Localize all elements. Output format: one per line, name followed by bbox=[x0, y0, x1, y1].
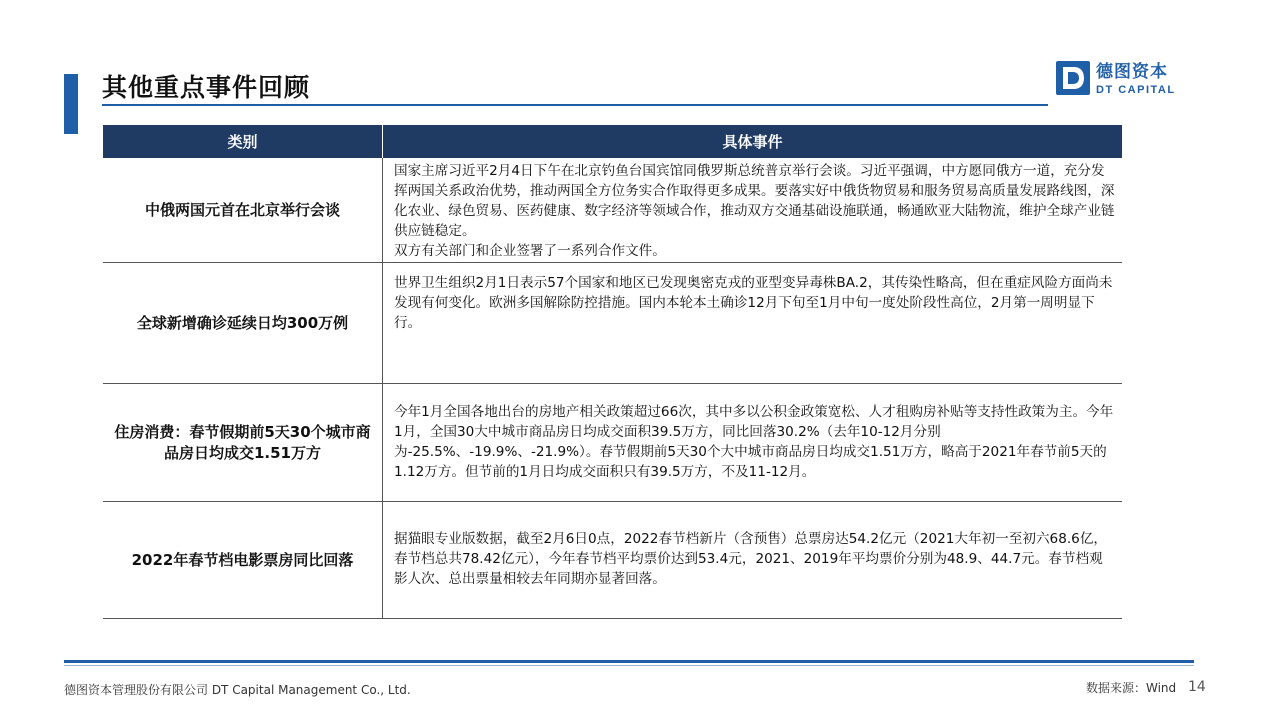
table-row bbox=[103, 158, 1122, 263]
footer-divider-thin bbox=[64, 665, 1194, 666]
table-header-row bbox=[103, 125, 1122, 158]
footer-data-source: 数据来源：Wind bbox=[1086, 681, 1177, 695]
title-accent-bar bbox=[64, 74, 78, 134]
detail-text: 今年1月全国各地出台的房地产相关政策超过66次，其中多以公积金政策宽松、人才租购房补贴等支持性政策为主。今年1月，全国30大中城市商品房日均成交面积39.5万方，同比回落30.2%（去年10-12月分别为-25.5%、-19.9%、-21.9%）。春节假期前5天30个大中城市商品房日均成交1.51万方，略高于2021年春节前5天的1.12万方。但节前的1月日均成交面积只有39.5万方，不及11-12月。 bbox=[394, 404, 1114, 480]
table-row bbox=[103, 263, 1122, 384]
category-cell: 中俄两国元首在北京举行会谈 bbox=[103, 158, 383, 263]
dt-logo-icon bbox=[1056, 61, 1090, 95]
detail-cell bbox=[383, 158, 1123, 263]
detail-cell bbox=[383, 263, 1123, 384]
category-cell: 住房消费：春节假期前5天30个城市商品房日均成交1.51万方 bbox=[103, 384, 383, 502]
company-logo bbox=[1056, 61, 1186, 97]
detail-text: 国家主席习近平2月4日下午在北京钓鱼台国宾馆同俄罗斯总统普京举行会谈。习近平强调，中方愿同俄方一道，充分发挥两国关系政治优势，推动两国全方位务实合作取得更多成果。要落实好中俄货物贸易和服务贸易高质量发展路线图，深化农业、绿色贸易、医药健康、数字经济等领域合作，推动双方交通基础设施联通，畅通欧亚大陆物流，维护全球产业链供应链稳定。 bbox=[394, 163, 1115, 239]
category-cell: 全球新增确诊延续日均300万例 bbox=[103, 263, 383, 384]
category-cell: 2022年春节档电影票房同比回落 bbox=[103, 502, 383, 619]
footer-company-name: 德图资本管理股份有限公司 DT Capital Management Co., Ltd. bbox=[64, 683, 411, 697]
page-title: 其他重点事件回顾 bbox=[102, 73, 311, 102]
logo-english-name: DT CAPITAL bbox=[1096, 84, 1176, 96]
detail-text: 据猫眼专业版数据，截至2月6日0点，2022春节档新片（含预售）总票房达54.2亿元（2021大年初一至初六68.6亿，春节档总共78.42亿元），今年春节档平均票价达到53.4元，2021、2019年平均票价分别为48.9、44.7元。春节档观影人次、总出票量相较去年同期亦显著回落。 bbox=[394, 531, 1108, 587]
header-category: 类别 bbox=[103, 125, 383, 158]
events-table bbox=[103, 125, 1122, 619]
detail-cell bbox=[383, 384, 1123, 502]
logo-chinese-name: 德图资本 bbox=[1096, 62, 1168, 82]
page-number: 14 bbox=[1188, 679, 1206, 695]
footer-divider bbox=[64, 660, 1194, 663]
title-underline bbox=[102, 104, 1048, 106]
table-row bbox=[103, 384, 1122, 502]
detail-text: 世界卫生组织2月1日表示57个国家和地区已发现奥密克戎的亚型变异毒株BA.2，其传染性略高，但在重症风险方面尚未发现有何变化。欧洲多国解除防控措施。国内本轮本土确诊12月下旬至1月中旬一度处阶段性高位，2月第一周明显下行。 bbox=[394, 275, 1113, 331]
detail-text-extra: 双方有关部门和企业签署了一系列合作文件。 bbox=[394, 243, 666, 259]
table-row bbox=[103, 502, 1122, 619]
detail-cell bbox=[383, 502, 1123, 619]
header-detail: 具体事件 bbox=[383, 125, 1123, 158]
